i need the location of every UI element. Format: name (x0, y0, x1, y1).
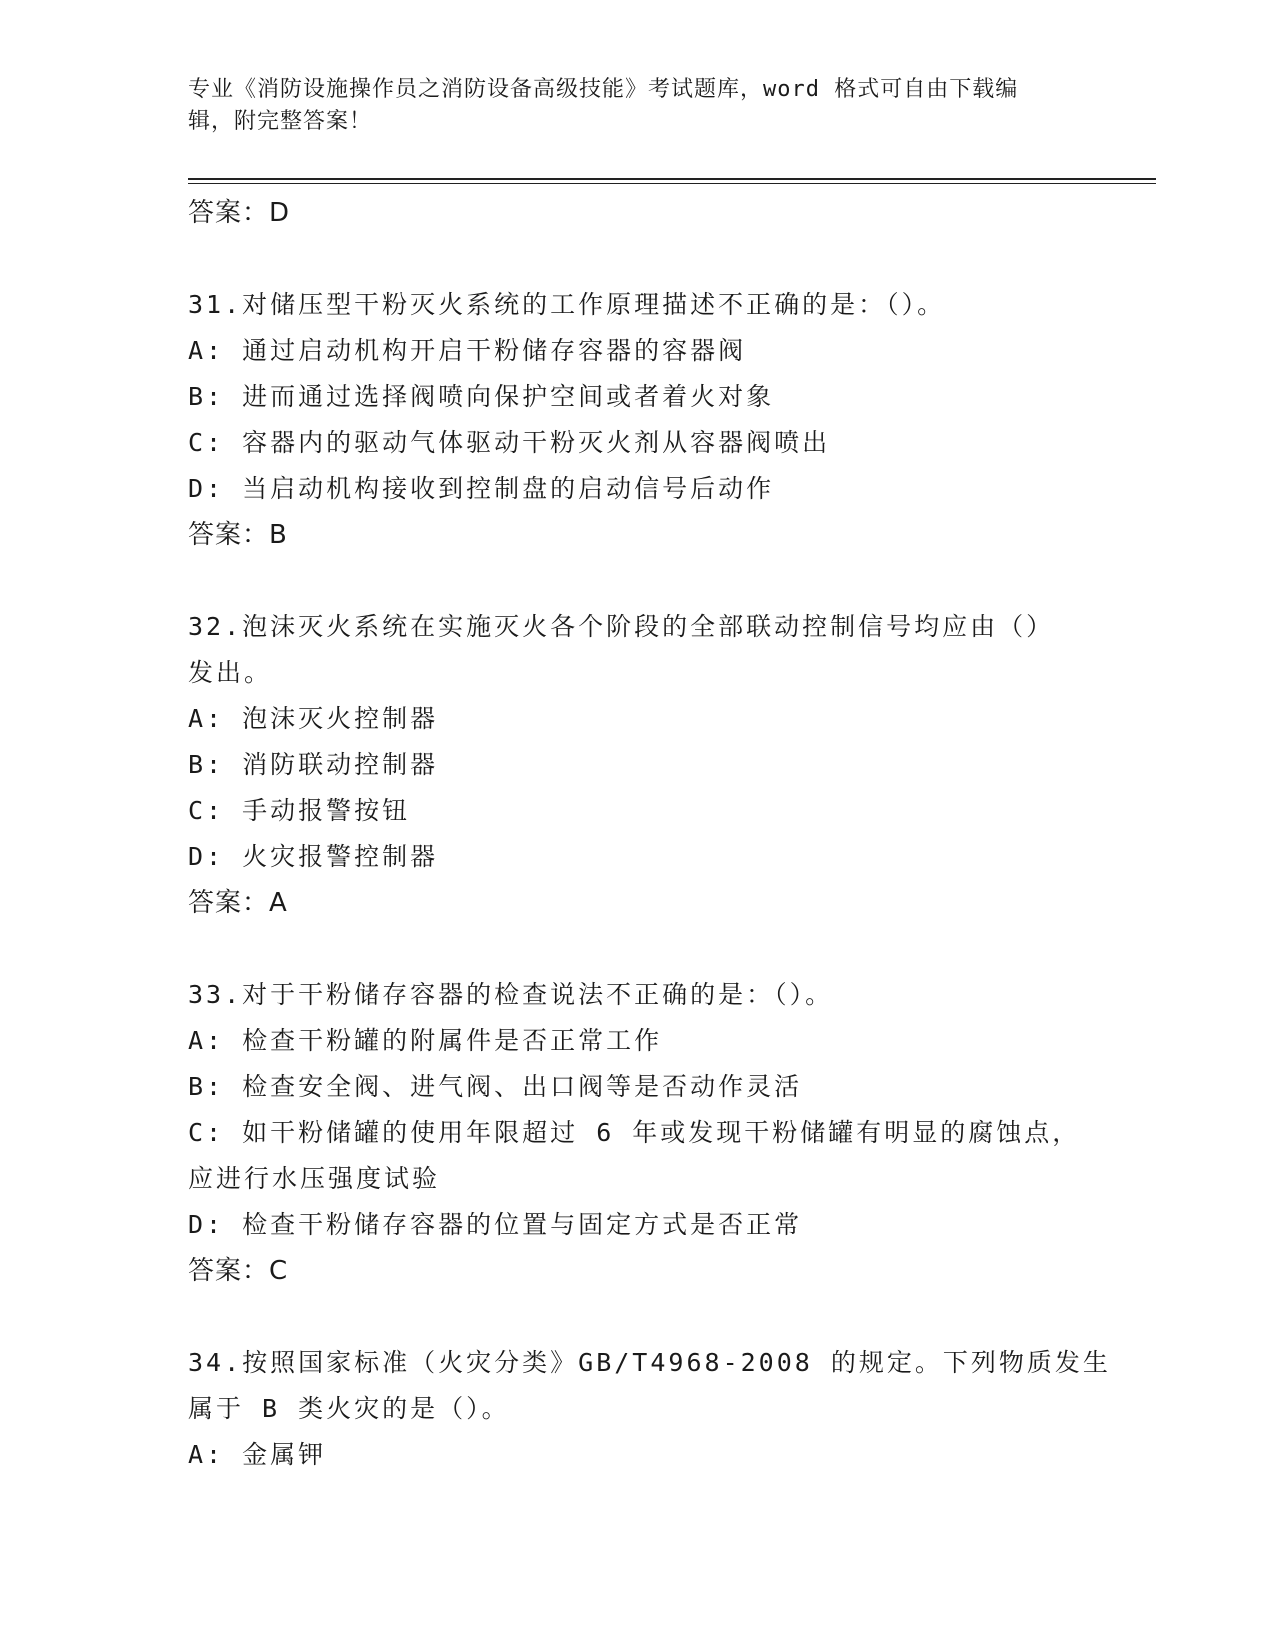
spacer (188, 926, 1078, 972)
option-line: D: 火灾报警控制器 (188, 842, 439, 871)
spacer (188, 558, 1078, 604)
header-divider-thin (188, 183, 1156, 184)
option-line: B: 消防联动控制器 (188, 750, 439, 779)
question-list (188, 190, 1111, 1478)
option-line: A: 通过启动机构开启干粉储存容器的容器阀 (188, 336, 747, 365)
question-stem-continued: 属于 B 类火灾的是（）。 (188, 1394, 510, 1423)
option-line: C: 如干粉储罐的使用年限超过 6 年或发现干粉储罐有明显的腐蚀点， (188, 1118, 1081, 1147)
header-line: 辑，附完整答案！ (188, 109, 373, 134)
answer-line: 答案：A (188, 888, 288, 918)
spacer (188, 1294, 1078, 1340)
question-block (188, 972, 1081, 1294)
question-block (188, 282, 1078, 558)
question-stem: 32.泡沫灭火系统在实施灭火各个阶段的全部联动控制信号均应由（） (188, 612, 1055, 641)
spacer (188, 236, 1078, 282)
answer-line: 答案：B (188, 520, 288, 550)
question-block (188, 604, 1078, 926)
question-stem: 34.按照国家标准（火灾分类》GB/T4968-2008 的规定。下列物质发生 (188, 1348, 1111, 1377)
option-line: B: 检查安全阀、进气阀、出口阀等是否动作灵活 (188, 1072, 803, 1101)
question-block (188, 1340, 1111, 1478)
header-divider (188, 178, 1156, 180)
option-line: C: 手动报警按钮 (188, 796, 411, 825)
option-line: D: 检查干粉储存容器的位置与固定方式是否正常 (188, 1210, 803, 1239)
question-stem: 33.对于干粉储存容器的检查说法不正确的是：（）。 (188, 980, 834, 1009)
option-line: C: 容器内的驱动气体驱动干粉灭火剂从容器阀喷出 (188, 428, 831, 457)
option-line-continued: 应进行水压强度试验 (188, 1164, 441, 1193)
option-line: D: 当启动机构接收到控制盘的启动信号后动作 (188, 474, 775, 503)
answer-line: 答案：C (188, 1256, 289, 1286)
question-stem-continued: 发出。 (188, 658, 273, 687)
option-line: B: 进而通过选择阀喷向保护空间或者着火对象 (188, 382, 775, 411)
question-stem: 31.对储压型干粉灭火系统的工作原理描述不正确的是：（）。 (188, 290, 946, 319)
option-line: A: 泡沫灭火控制器 (188, 704, 439, 733)
option-line: A: 金属钾 (188, 1440, 327, 1469)
option-line: A: 检查干粉罐的附属件是否正常工作 (188, 1026, 663, 1055)
document-header (188, 74, 1078, 138)
header-line: 专业《消防设施操作员之消防设备高级技能》考试题库，word 格式可自由下载编 (188, 77, 1019, 102)
answer-line: 答案：D (188, 198, 291, 228)
